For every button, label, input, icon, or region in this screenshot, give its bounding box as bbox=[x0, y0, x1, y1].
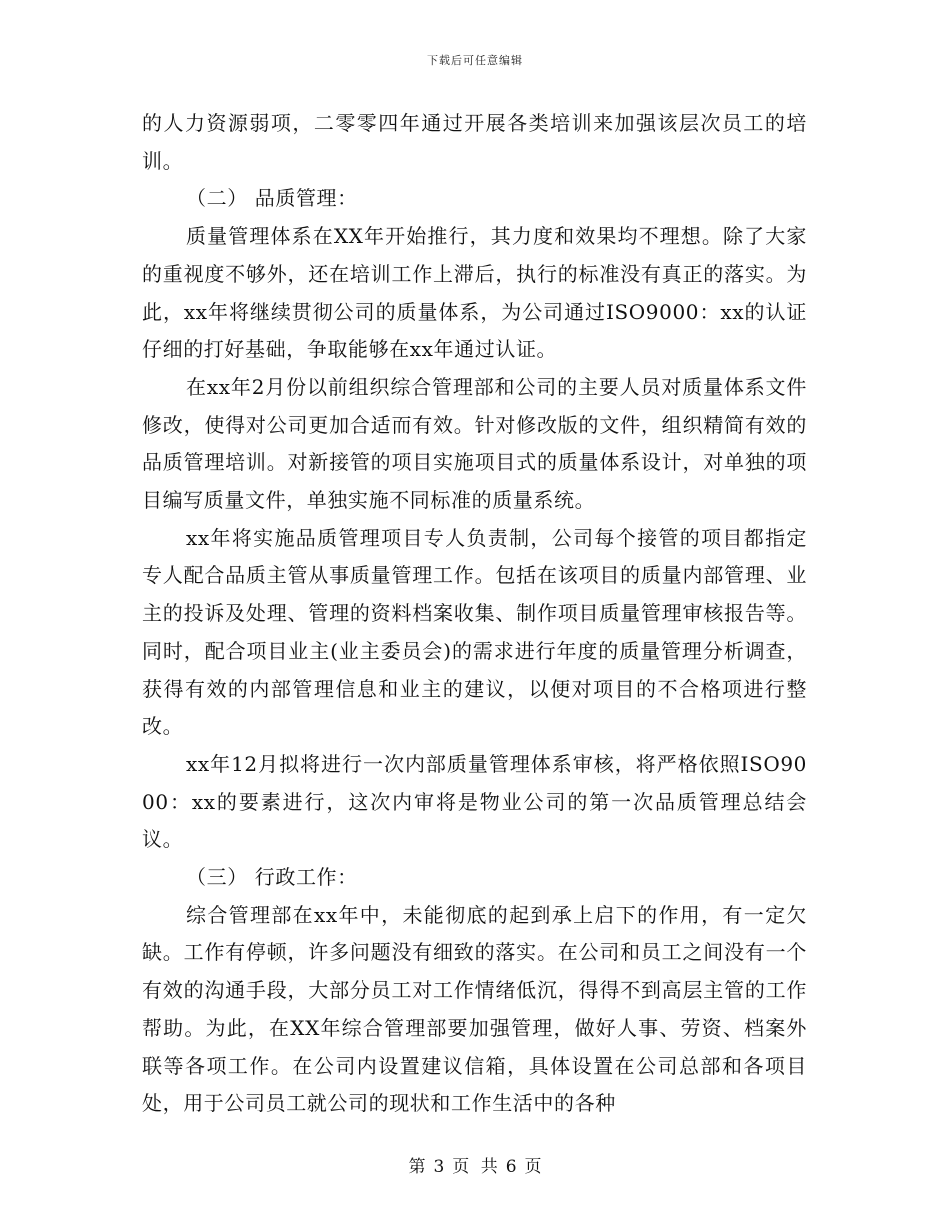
paragraph-2: 质量管理体系在XX年开始推行，其力度和效果均不理想。除了大家的重视度不够外，还在培训工作上滞后，执行的标准没有真正的落实。为此，xx年将继续贯彻公司的质量体系，为公司通过ISO9000：xx的认证仔细的打好基础，争取能够在xx年通过认证。 bbox=[142, 224, 807, 362]
footer-suffix: 页 bbox=[524, 1157, 542, 1177]
paragraph-3: 在xx年2月份以前组织综合管理部和公司的主要人员对质量体系文件修改，使得对公司更加合适而有效。针对修改版的文件，组织精简有效的品质管理培训。对新接管的项目实施项目式的质量体系设计，对单独的项目编写质量文件，单独实施不同标准的质量系统。 bbox=[142, 374, 807, 513]
page-footer bbox=[0, 1152, 950, 1177]
paragraph-4: xx年将实施品质管理项目专人负责制，公司每个接管的项目都指定专人配合品质主管从事质量管理工作。包括在该项目的质量内部管理、业主的投诉及处理、管理的资料档案收集、制作项目质量管理审核报告等。同时，配合项目业主(业主委员会)的需求进行年度的质量管理分析调查，获得有效的内部管理信息和业主的建议，以便对项目的不合格项进行整改。 bbox=[142, 525, 807, 739]
paragraph-5: xx年12月拟将进行一次内部质量管理体系审核，将严格依照ISO9000：xx的要素进行，这次内审将是物业公司的第一次品质管理总结会议。 bbox=[142, 751, 807, 852]
page-header: 下载后可任意编辑 bbox=[427, 54, 523, 67]
footer-total-pages: 6 bbox=[505, 1157, 517, 1177]
paragraph-6: 综合管理部在xx年中，未能彻底的起到承上启下的作用，有一定欠缺。工作有停顿，许多问题没有细致的落实。在公司和员工之间没有一个有效的沟通手段，大部分员工对工作情绪低沉，得得不到高层主管的工作帮助。为此，在XX年综合管理部要加强管理，做好人事、劳资、档案外联等各项工作。在公司内设置建议信箱，具体设置在公司总部和各项目处，用于公司员工就公司的现状和工作生活中的各种 bbox=[142, 902, 807, 1116]
footer-page-number: 3 bbox=[433, 1157, 445, 1177]
document-body bbox=[142, 105, 807, 1123]
section-heading-admin: （三） 行政工作： bbox=[186, 865, 358, 890]
footer-prefix: 第 bbox=[408, 1157, 426, 1177]
section-heading-quality: （二） 品质管理： bbox=[186, 186, 358, 211]
footer-middle: 页 共 bbox=[452, 1157, 498, 1177]
paragraph-1: 的人力资源弱项，二零零四年通过开展各类培训来加强该层次员工的培训。 bbox=[142, 111, 807, 173]
